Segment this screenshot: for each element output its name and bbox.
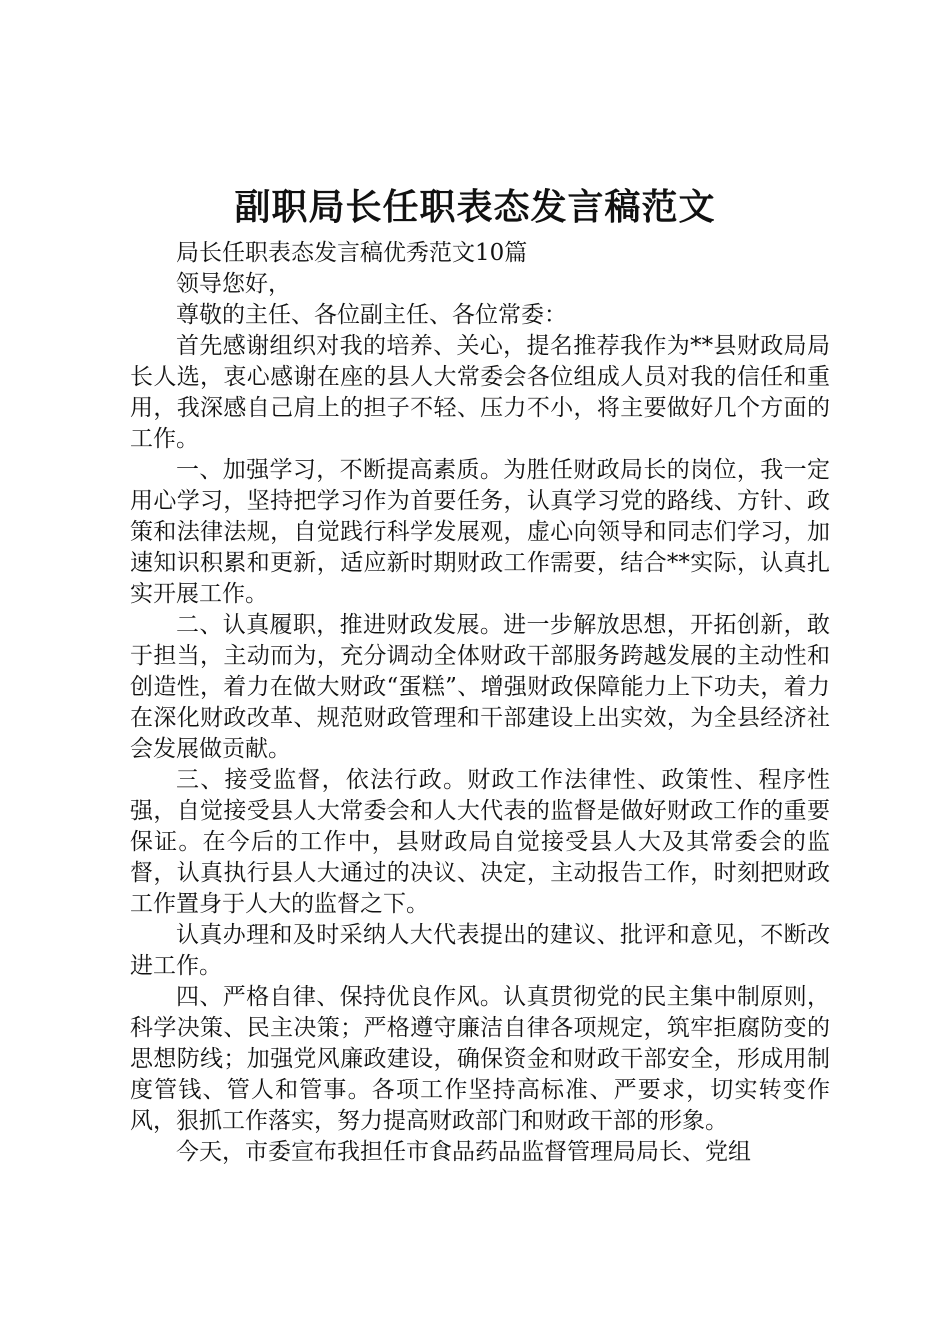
paragraph-closing-start: 今天，市委宣布我担任市食品药品监督管理局局长、党组 — [176, 1139, 751, 1165]
paragraph-point-4: 四、严格自律、保持优良作风。认真贯彻党的民主集中制原则，科学决策、民主决策；严格遵守廉洁自律各项规定，筑牢拒腐防变的思想防线；加强党风廉政建设，确保资金和财政干部安全，形成用制度管钱、管人和管事。各项工作坚持高标准、严要求，切实转变作风，狠抓工作落实，努力提高财政部门和财政干部的形象。 — [130, 984, 830, 1134]
paragraph-point-3-cont: 认真办理和及时采纳人大代表提出的建议、批评和意见，不断改进工作。 — [130, 922, 830, 979]
paragraph-point-1: 一、加强学习，不断提高素质。为胜任财政局长的岗位，我一定用心学习，坚持把学习作为首要任务，认真学习党的路线、方针、政策和法律法规，自觉践行科学发展观，虚心向领导和同志们学习，加速知识积累和更新，适应新时期财政工作需要，结合**实际，认真扎实开展工作。 — [130, 457, 830, 607]
paragraph-point-3: 三、接受监督，依法行政。财政工作法律性、政策性、程序性强，自觉接受县人大常委会和人大代表的监督是做好财政工作的重要保证。在今后的工作中，县财政局自觉接受县人大及其常委会的监督，认真执行县人大通过的决议、决定，主动报告工作，时刻把财政工作置身于人大的监督之下。 — [130, 767, 830, 917]
greeting-line: 领导您好， — [176, 271, 291, 297]
document-body — [130, 238, 830, 1168]
paragraph-intro: 首先感谢组织对我的培养、关心，提名推荐我作为**县财政局局长人选，衷心感谢在座的县人大常委会各位组成人员对我的信任和重用，我深感自己肩上的担子不轻、压力不小，将主要做好几个方面的工作。 — [130, 333, 830, 452]
salutation-line: 尊敬的主任、各位副主任、各位常委： — [176, 302, 567, 328]
paragraph-point-2: 二、认真履职，推进财政发展。进一步解放思想，开拓创新，敢于担当，主动而为，充分调动全体财政干部服务跨越发展的主动性和创造性，着力在做大财政“蛋糕”、增强财政保障能力上下功夫，着力在深化财政改革、规范财政管理和干部建设上出实效，为全县经济社会发展做贡献。 — [130, 612, 830, 762]
document-title: 副职局长任职表态发言稿范文 — [234, 186, 716, 228]
subtitle-line: 局长任职表态发言稿优秀范文10篇 — [176, 240, 528, 266]
